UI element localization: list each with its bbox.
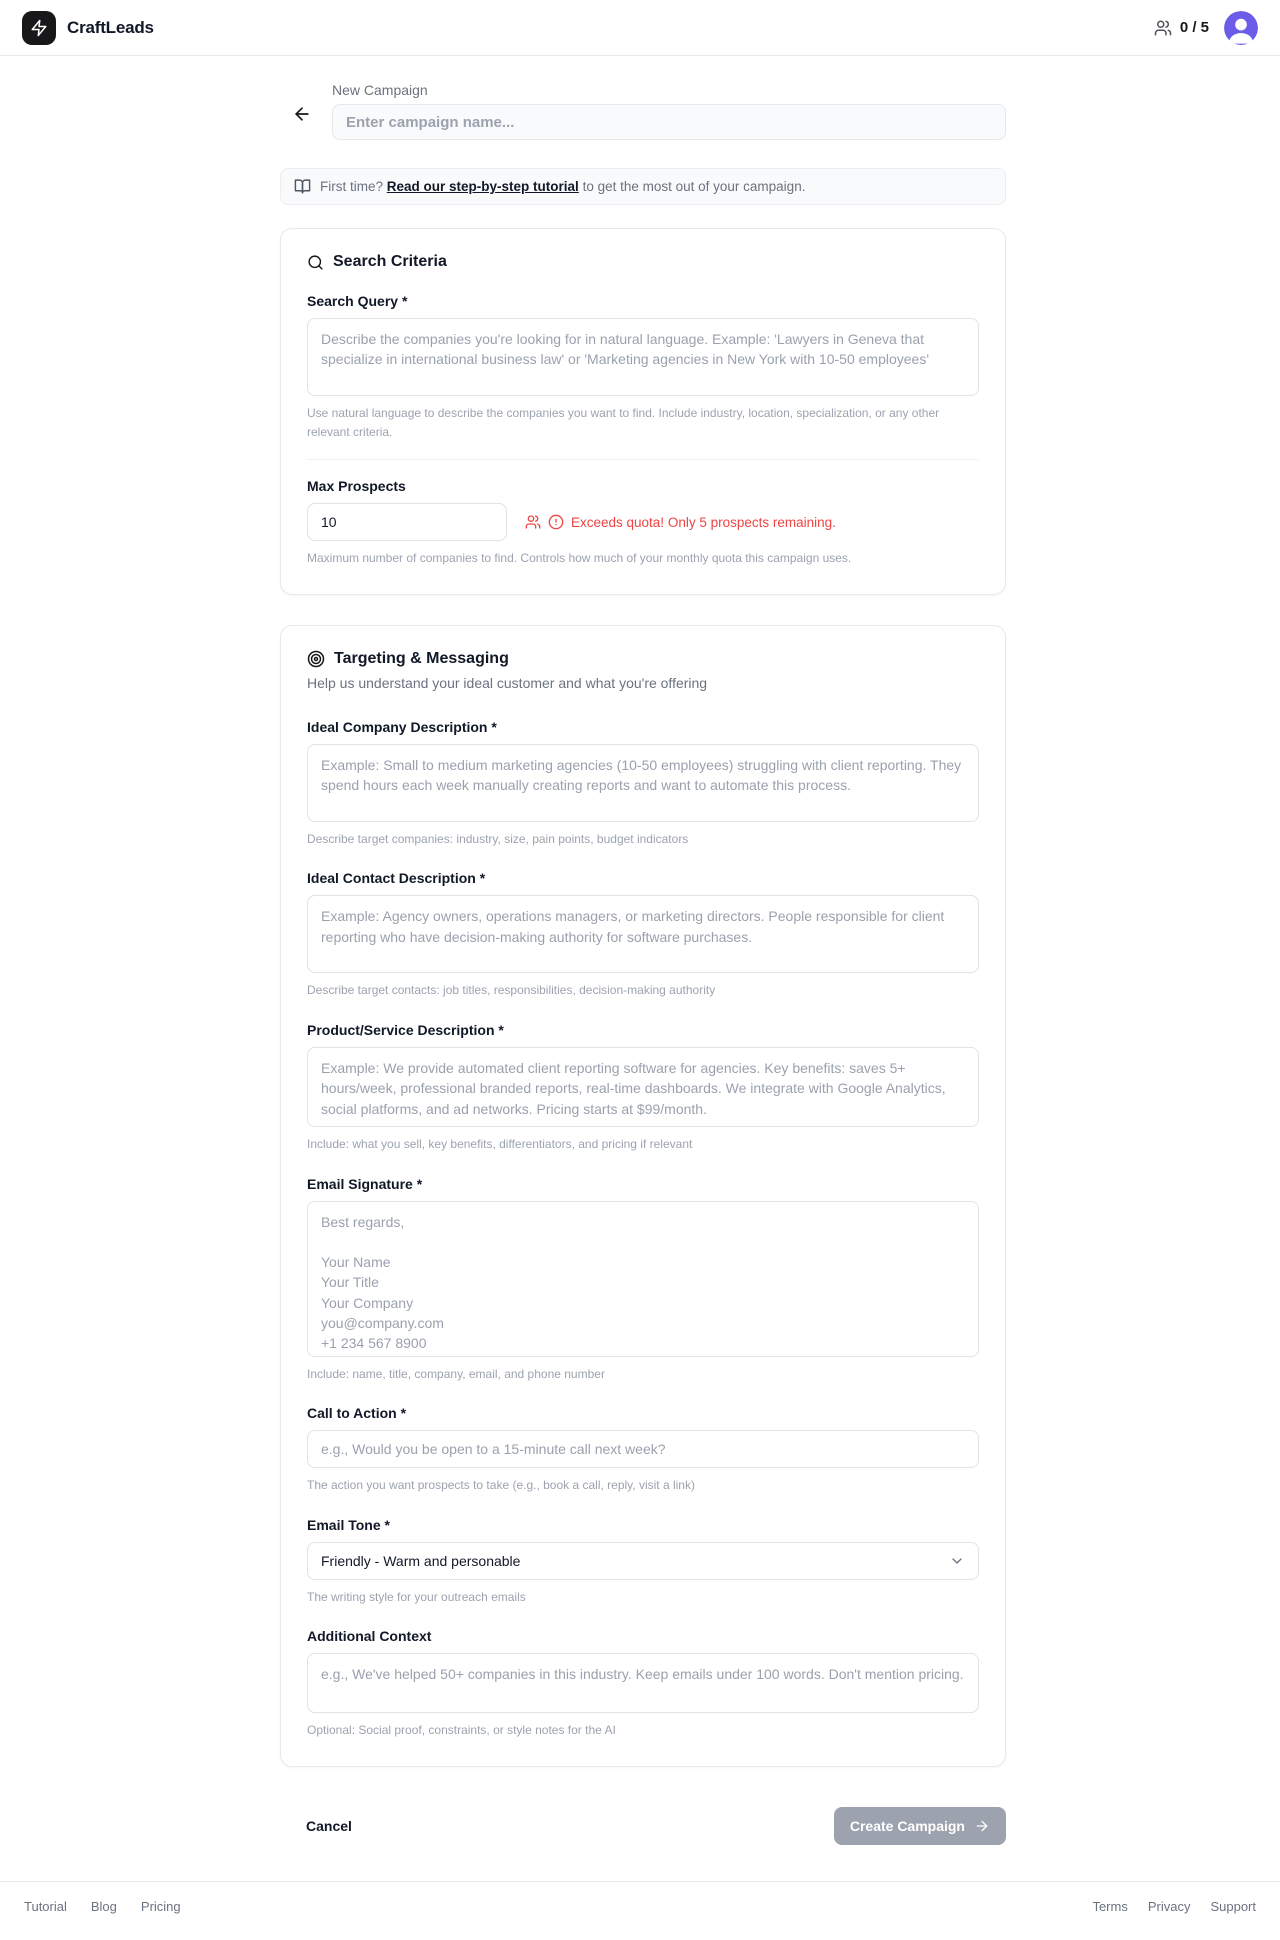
- max-prospects-help: Maximum number of companies to find. Controls how much of your monthly quota this campaign uses.: [307, 551, 852, 566]
- search-criteria-card: [280, 228, 1006, 595]
- footer-link-tutorial[interactable]: Tutorial: [24, 1898, 67, 1914]
- header-right: [1154, 11, 1258, 45]
- additional-context-field: Additional Context e.g., We've helped 50+ companies in this industry. Keep emails under 100 words. Don't mention pricing. Optional: Social proof, constraints, or style notes for the AI: [307, 1628, 979, 1740]
- search-criteria-title: Search Criteria: [307, 253, 979, 271]
- campaign-title-block: [280, 82, 1006, 140]
- email-tone-select[interactable]: [307, 1542, 979, 1580]
- chevron-down-icon: [949, 1553, 965, 1569]
- search-query-textarea[interactable]: [307, 318, 979, 396]
- email-signature-textarea[interactable]: [307, 1201, 979, 1357]
- call-to-action-input[interactable]: [307, 1430, 979, 1468]
- email-tone-value: Friendly - Warm and personable: [321, 1552, 521, 1569]
- footer-link-privacy[interactable]: Privacy: [1147, 1898, 1191, 1914]
- users-icon: [525, 514, 541, 530]
- tutorial-link[interactable]: Read our step-by-step tutorial: [386, 179, 579, 194]
- zap-icon: [22, 11, 56, 45]
- main-content: [280, 56, 1006, 1845]
- tutorial-banner: [280, 168, 1006, 205]
- footer-link-pricing[interactable]: Pricing: [140, 1898, 181, 1914]
- tutorial-banner-text: First time? Read our step-by-step tutorial to get the most out of your campaign.: [320, 179, 806, 194]
- ideal-contact-field: Ideal Contact Description * Example: Agency owners, operations managers, or marketing directors. People responsible for client reporting who have decision-making authority for software purchases. Describe target contacts: job titles, responsibilities, decision-making authority: [307, 870, 979, 1000]
- additional-context-textarea[interactable]: [307, 1653, 979, 1713]
- users-icon: [1154, 19, 1172, 37]
- quota-count: 0 / 5: [1179, 19, 1209, 36]
- arrow-right-icon: [974, 1818, 990, 1834]
- targeting-messaging-card: [280, 625, 1006, 1767]
- ideal-contact-textarea[interactable]: [307, 895, 979, 973]
- book-open-icon: [294, 178, 311, 195]
- form-actions: [280, 1807, 1006, 1845]
- alert-circle-icon: [548, 514, 564, 530]
- search-icon: [307, 254, 324, 271]
- footer-link-terms[interactable]: Terms: [1092, 1898, 1128, 1914]
- page-footer: [0, 1881, 1280, 1940]
- search-query-label: Search Query *: [307, 293, 408, 309]
- max-prospects-field: [307, 478, 979, 568]
- brand[interactable]: [22, 11, 154, 45]
- page-title: New Campaign: [332, 82, 428, 98]
- target-icon: [307, 650, 325, 668]
- max-prospects-label: Max Prospects: [307, 478, 406, 495]
- targeting-subtitle: Help us understand your ideal customer and what you're offering: [307, 674, 708, 691]
- cancel-button[interactable]: Cancel: [306, 1817, 352, 1834]
- campaign-name-input[interactable]: [332, 104, 1006, 140]
- arrow-left-icon: [292, 104, 312, 124]
- back-button[interactable]: [292, 103, 318, 125]
- footer-link-support[interactable]: Support: [1210, 1898, 1256, 1914]
- search-query-help: Use natural language to describe the companies you want to find. Include industry, location, specialization, or any other relevant criteria.: [307, 406, 940, 439]
- avatar[interactable]: [1224, 11, 1258, 45]
- product-service-field: Product/Service Description * Example: We provide automated client reporting software for agencies. Key benefits: saves 5+ hours/week, professional branded reports, real-time dashboards. We integrate with Google Analytics, social platforms, and ad networks. Pricing starts at $99/month. Include: what you sell, key benefits, differentiators, and pricing if relevant: [307, 1022, 979, 1154]
- targeting-title: Targeting & Messaging: [307, 650, 979, 668]
- search-query-field: [307, 293, 979, 441]
- create-campaign-button[interactable]: Create Campaign: [834, 1807, 1006, 1845]
- quota-error-text: Exceeds quota! Only 5 prospects remaining.: [571, 514, 836, 530]
- brand-name: CraftLeads: [67, 17, 154, 37]
- footer-link-blog[interactable]: Blog: [90, 1898, 117, 1914]
- call-to-action-field: Call to Action * e.g., Would you be open to a 15-minute call next week? The action you want prospects to take (e.g., book a call, reply, visit a link): [307, 1405, 979, 1495]
- quota-error-message: [525, 514, 836, 530]
- quota-indicator: [1154, 19, 1209, 37]
- product-service-textarea[interactable]: [307, 1047, 979, 1127]
- divider: [307, 459, 979, 460]
- max-prospects-input[interactable]: [307, 503, 507, 541]
- ideal-company-field: Ideal Company Description * Example: Small to medium marketing agencies (10-50 employees) struggling with client reporting. They spend hours each week manually creating reports and want to automate this process. Describe target companies: industry, size, pain points, budget indicators: [307, 719, 979, 849]
- email-tone-field: Email Tone * Friendly - Warm and personable The writing style for your outreach emails: [307, 1517, 979, 1607]
- ideal-company-textarea[interactable]: [307, 744, 979, 822]
- app-header: [0, 0, 1280, 56]
- email-signature-field: Email Signature * Best regards, Your Name Your Title Your Company you@company.com +1 234 567 8900 Include: name, title, company, email, and phone number: [307, 1176, 979, 1384]
